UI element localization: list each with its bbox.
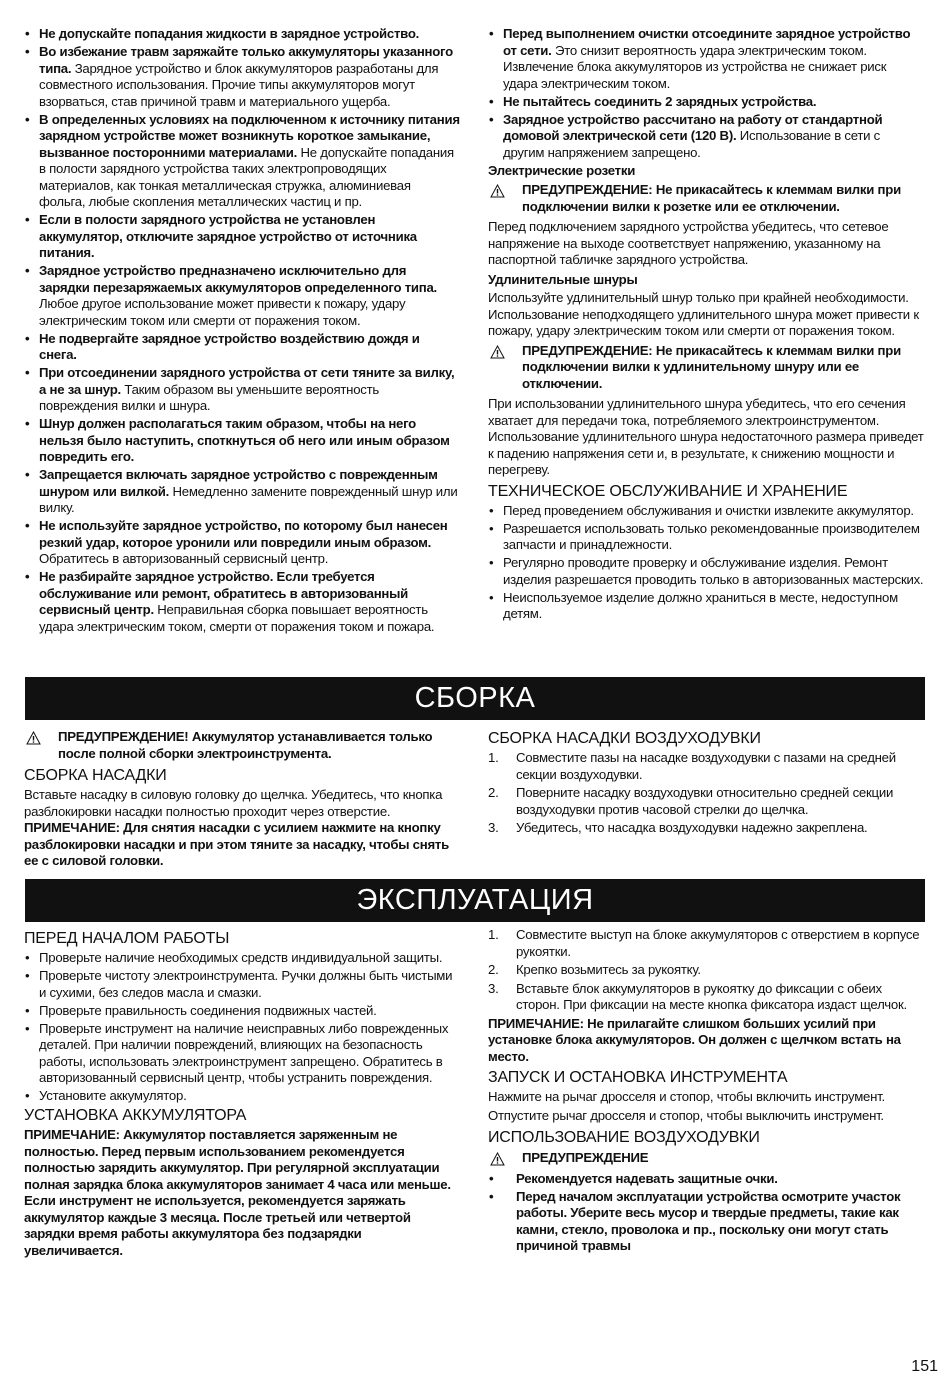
assembly-warning: ПРЕДУПРЕЖДЕНИЕ! Аккумулятор устанавливается только после полной сборки электроинструмента. xyxy=(24,729,460,762)
assembly-column-right xyxy=(488,729,924,839)
list-item: 3. Вставьте блок аккумуляторов в рукоятку до фиксации с обеих сторон. При фиксации на месте кнопка фиксатора издаст щелчок. xyxy=(488,980,907,1012)
list-item: • Проверьте наличие необходимых средств индивидуальной защиты. xyxy=(24,950,460,967)
before-start-heading: ПЕРЕД НАЧАЛОМ РАБОТЫ xyxy=(24,930,230,947)
warning-icon xyxy=(26,731,41,745)
battery-installation-heading: УСТАНОВКА АККУМУЛЯТОРА xyxy=(24,1107,247,1124)
blower-usage-list xyxy=(488,1171,924,1255)
list-item: • Разрешается использовать только рекомендованные производителем запчасти и принадлежности. xyxy=(488,521,924,554)
outlets-warning: ПРЕДУПРЕЖДЕНИЕ: Не прикасайтесь к клеммам вилки при подключении вилки к розетке или ее отключении. xyxy=(488,182,924,215)
stop-text: Отпустите рычаг дросселя и стопор, чтобы выключить инструмент. xyxy=(488,1107,884,1123)
attachment-assembly-note: ПРИМЕЧАНИЕ: Для снятия насадки с усилием нажмите на кнопку разблокировки насадки и при этом тяните за насадку, чтобы снять ее с силовой головки. xyxy=(24,820,449,868)
extension-cords-text-2: При использовании удлинительного шнура убедитесь, что его сечения хватает для передачи тока, потребляемого электроинструментом. Использование удлинительного шнура недостаточного размера приведет к падению напряжения сети и, в результате, к снижению мощности и перегреву. xyxy=(488,396,924,477)
list-item: 1. Совместите пазы на насадке воздуходувки с пазами на средней секции воздуходувки. xyxy=(488,750,896,782)
start-text: Нажмите на рычаг дросселя и стопор, чтобы включить инструмент. xyxy=(488,1089,885,1104)
list-item: • Запрещается включать зарядное устройство с поврежденным шнуром или вилкой. Немедленно замените поврежденный шнур или вилку. xyxy=(24,467,460,517)
extension-cords-heading: Удлинительные шнуры xyxy=(488,271,638,287)
charger-safety-column-left xyxy=(24,26,460,637)
list-item: • В определенных условиях на подключенном к источнику питания зарядном устройстве может возникнуть короткое замыкание, вызванное посторонними материалами. Не допускайте попадания в полости зарядного устройства таких электропроводящих материалов, как тонкая металлическая стружка, алюминиевая фольга, любые скопления металлических частиц и пр. xyxy=(24,112,460,211)
extension-cords-text: Используйте удлинительный шнур только при крайней необходимости. Использование неподходящего удлинительного шнура может привести к пожару, удару электрическим током или смерти от поражения током. xyxy=(488,290,919,338)
list-item: • Перед выполнением очистки отсоедините зарядное устройство от сети. Это снизит вероятность удара электрическим током. Извлечение блока аккумуляторов из устройства не снижает риск удара электрическим током. xyxy=(488,26,924,92)
attachment-assembly-text: Вставьте насадку в силовую головку до щелчка. Убедитесь, что кнопка разблокировки насадки полностью проходит через отверстие. xyxy=(24,787,443,819)
list-item: • Зарядное устройство рассчитано на работу от стандартной домовой электрической сети (120 В). Использование в сети с другим напряжением запрещено. xyxy=(488,112,924,162)
maintenance-list xyxy=(488,503,924,623)
list-item: • Если в полости зарядного устройства не установлен аккумулятор, отключите зарядное устройство от источника питания. xyxy=(24,212,460,262)
list-item: • Перед проведением обслуживания и очистки извлеките аккумулятор. xyxy=(488,503,924,520)
battery-install-steps xyxy=(488,927,924,1014)
list-item: • Не пытайтесь соединить 2 зарядных устройства. xyxy=(488,94,924,111)
list-item: • Проверьте правильность соединения подвижных частей. xyxy=(24,1003,460,1020)
attachment-assembly-heading: СБОРКА НАСАДКИ xyxy=(24,767,167,784)
extension-cords-warning: ПРЕДУПРЕЖДЕНИЕ: Не прикасайтесь к клеммам вилки при подключении вилки к удлинительному шнуру или ее отключении. xyxy=(488,343,924,393)
list-item: • Регулярно проводите проверку и обслуживание изделия. Ремонт изделия разрешается проводить только в авторизованных мастерских. xyxy=(488,555,924,588)
blower-attachment-heading: СБОРКА НАСАДКИ ВОЗДУХОДУВКИ xyxy=(488,730,761,747)
operation-section-banner: ЭКСПЛУАТАЦИЯ xyxy=(25,879,925,922)
list-item: • Проверьте инструмент на наличие неисправных либо поврежденных деталей. При наличии повреждений, влияющих на безопасность работы, использовать электроинструмент запрещено. Обратитесь в авторизованный сервисный центр, чтобы устранить повреждения. xyxy=(24,1021,460,1087)
list-item: • Зарядное устройство предназначено исключительно для зарядки перезаряжаемых аккумуляторов определенного типа. Любое другое использование может привести к пожару, удару электрическим током или смерти от поражения током. xyxy=(24,263,460,329)
charger-safety-column-right xyxy=(488,26,924,624)
list-item: • Не подвергайте зарядное устройство воздействию дождя и снега. xyxy=(24,331,460,364)
list-item: • Рекомендуется надевать защитные очки. xyxy=(488,1171,924,1188)
list-item: • Проверьте чистоту электроинструмента. Ручки должны быть чистыми и сухими, без следов масла и смазки. xyxy=(24,968,460,1001)
battery-installation-note: ПРИМЕЧАНИЕ: Аккумулятор поставляется заряженным не полностью. Перед первым использованием рекомендуется полностью зарядить аккумулятор. При регулярной эксплуатации полная зарядка блока аккумуляторов занимает 4 часа или меньше. Если инструмент не используется, рекомендуется заряжать аккумулятор каждые 3 месяца. После третьей или четвертой зарядки время работы аккумулятора без подзарядки увеличивается. xyxy=(24,1127,451,1258)
blower-assembly-steps xyxy=(488,750,924,837)
maintenance-heading: ТЕХНИЧЕСКОЕ ОБСЛУЖИВАНИЕ И ХРАНЕНИЕ xyxy=(488,482,848,500)
list-item: 3. Убедитесь, что насадка воздуходувки надежно закреплена. xyxy=(488,820,868,835)
list-item: 1. Совместите выступ на блоке аккумуляторов с отверстием в корпусе рукоятки. xyxy=(488,927,920,959)
list-item: • Шнур должен располагаться таким образом, чтобы на него нельзя было наступить, споткнуться об него или иным образом повредить его. xyxy=(24,416,460,466)
charger-safety-list xyxy=(24,26,460,635)
battery-install-note: ПРИМЕЧАНИЕ: Не прилагайте слишком больших усилий при установке блока аккумуляторов. Он должен с щелчком встать на место. xyxy=(488,1015,901,1064)
list-item: • Перед началом эксплуатации устройства осмотрите участок работы. Уберите весь мусор и твердые предметы, такие как камни, стекло, проволока и пр., поскольку они могут стать причиной травмы xyxy=(488,1189,924,1255)
list-item: • Не используйте зарядное устройство, по которому был нанесен резкий удар, которое уронили или повредили иным образом. Обратитесь в авторизованный сервисный центр. xyxy=(24,518,460,568)
operation-column-right xyxy=(488,927,924,1256)
warning-icon xyxy=(490,1152,505,1166)
warning-icon xyxy=(490,184,505,198)
page-number: 151 xyxy=(911,1358,938,1375)
list-item: • Не допускайте попадания жидкости в зарядное устройство. xyxy=(24,26,460,43)
charger-safety-list-continued xyxy=(488,26,924,161)
warning-icon xyxy=(490,345,505,359)
outlets-text: Перед подключением зарядного устройства убедитесь, что сетевое напряжение на выходе соответствует напряжению, указанному на паспортной табличке зарядного устройства. xyxy=(488,219,889,267)
list-item: 2. Поверните насадку воздуходувки относительно средней секции воздуходувки против часовой стрелки до щелчка. xyxy=(488,785,894,817)
blower-usage-heading: ИСПОЛЬЗОВАНИЕ ВОЗДУХОДУВКИ xyxy=(488,1129,760,1146)
list-item: • Неиспользуемое изделие должно храниться в месте, недоступном детям. xyxy=(488,590,924,623)
list-item: • Не разбирайте зарядное устройство. Если требуется обслуживание или ремонт, обратитесь в авторизованный сервисный центр. Неправильная сборка повышает вероятность удара электрическим током, смерти от поражения током и пожара. xyxy=(24,569,460,635)
assembly-section-banner: СБОРКА xyxy=(25,677,925,720)
assembly-column-left xyxy=(24,729,460,870)
list-item: • Во избежание травм заряжайте только аккумуляторы указанного типа. Зарядное устройство и блок аккумуляторов разработаны для совместного использования. Прочие типы аккумуляторов могут взорваться, став причиной травм и материального ущерба. xyxy=(24,44,460,110)
start-stop-heading: ЗАПУСК И ОСТАНОВКА ИНСТРУМЕНТА xyxy=(488,1069,788,1086)
outlets-heading: Электрические розетки xyxy=(488,162,636,178)
before-start-list xyxy=(24,950,460,1105)
operation-column-left xyxy=(24,929,460,1259)
list-item: • Установите аккумулятор. xyxy=(24,1088,460,1105)
list-item: • При отсоединении зарядного устройства от сети тяните за вилку, а не за шнур. Таким образом вы уменьшите вероятность повреждения вилки и шнура. xyxy=(24,365,460,415)
list-item: 2. Крепко возьмитесь за рукоятку. xyxy=(488,962,701,977)
blower-usage-warning: ПРЕДУПРЕЖДЕНИЕ xyxy=(488,1150,924,1167)
